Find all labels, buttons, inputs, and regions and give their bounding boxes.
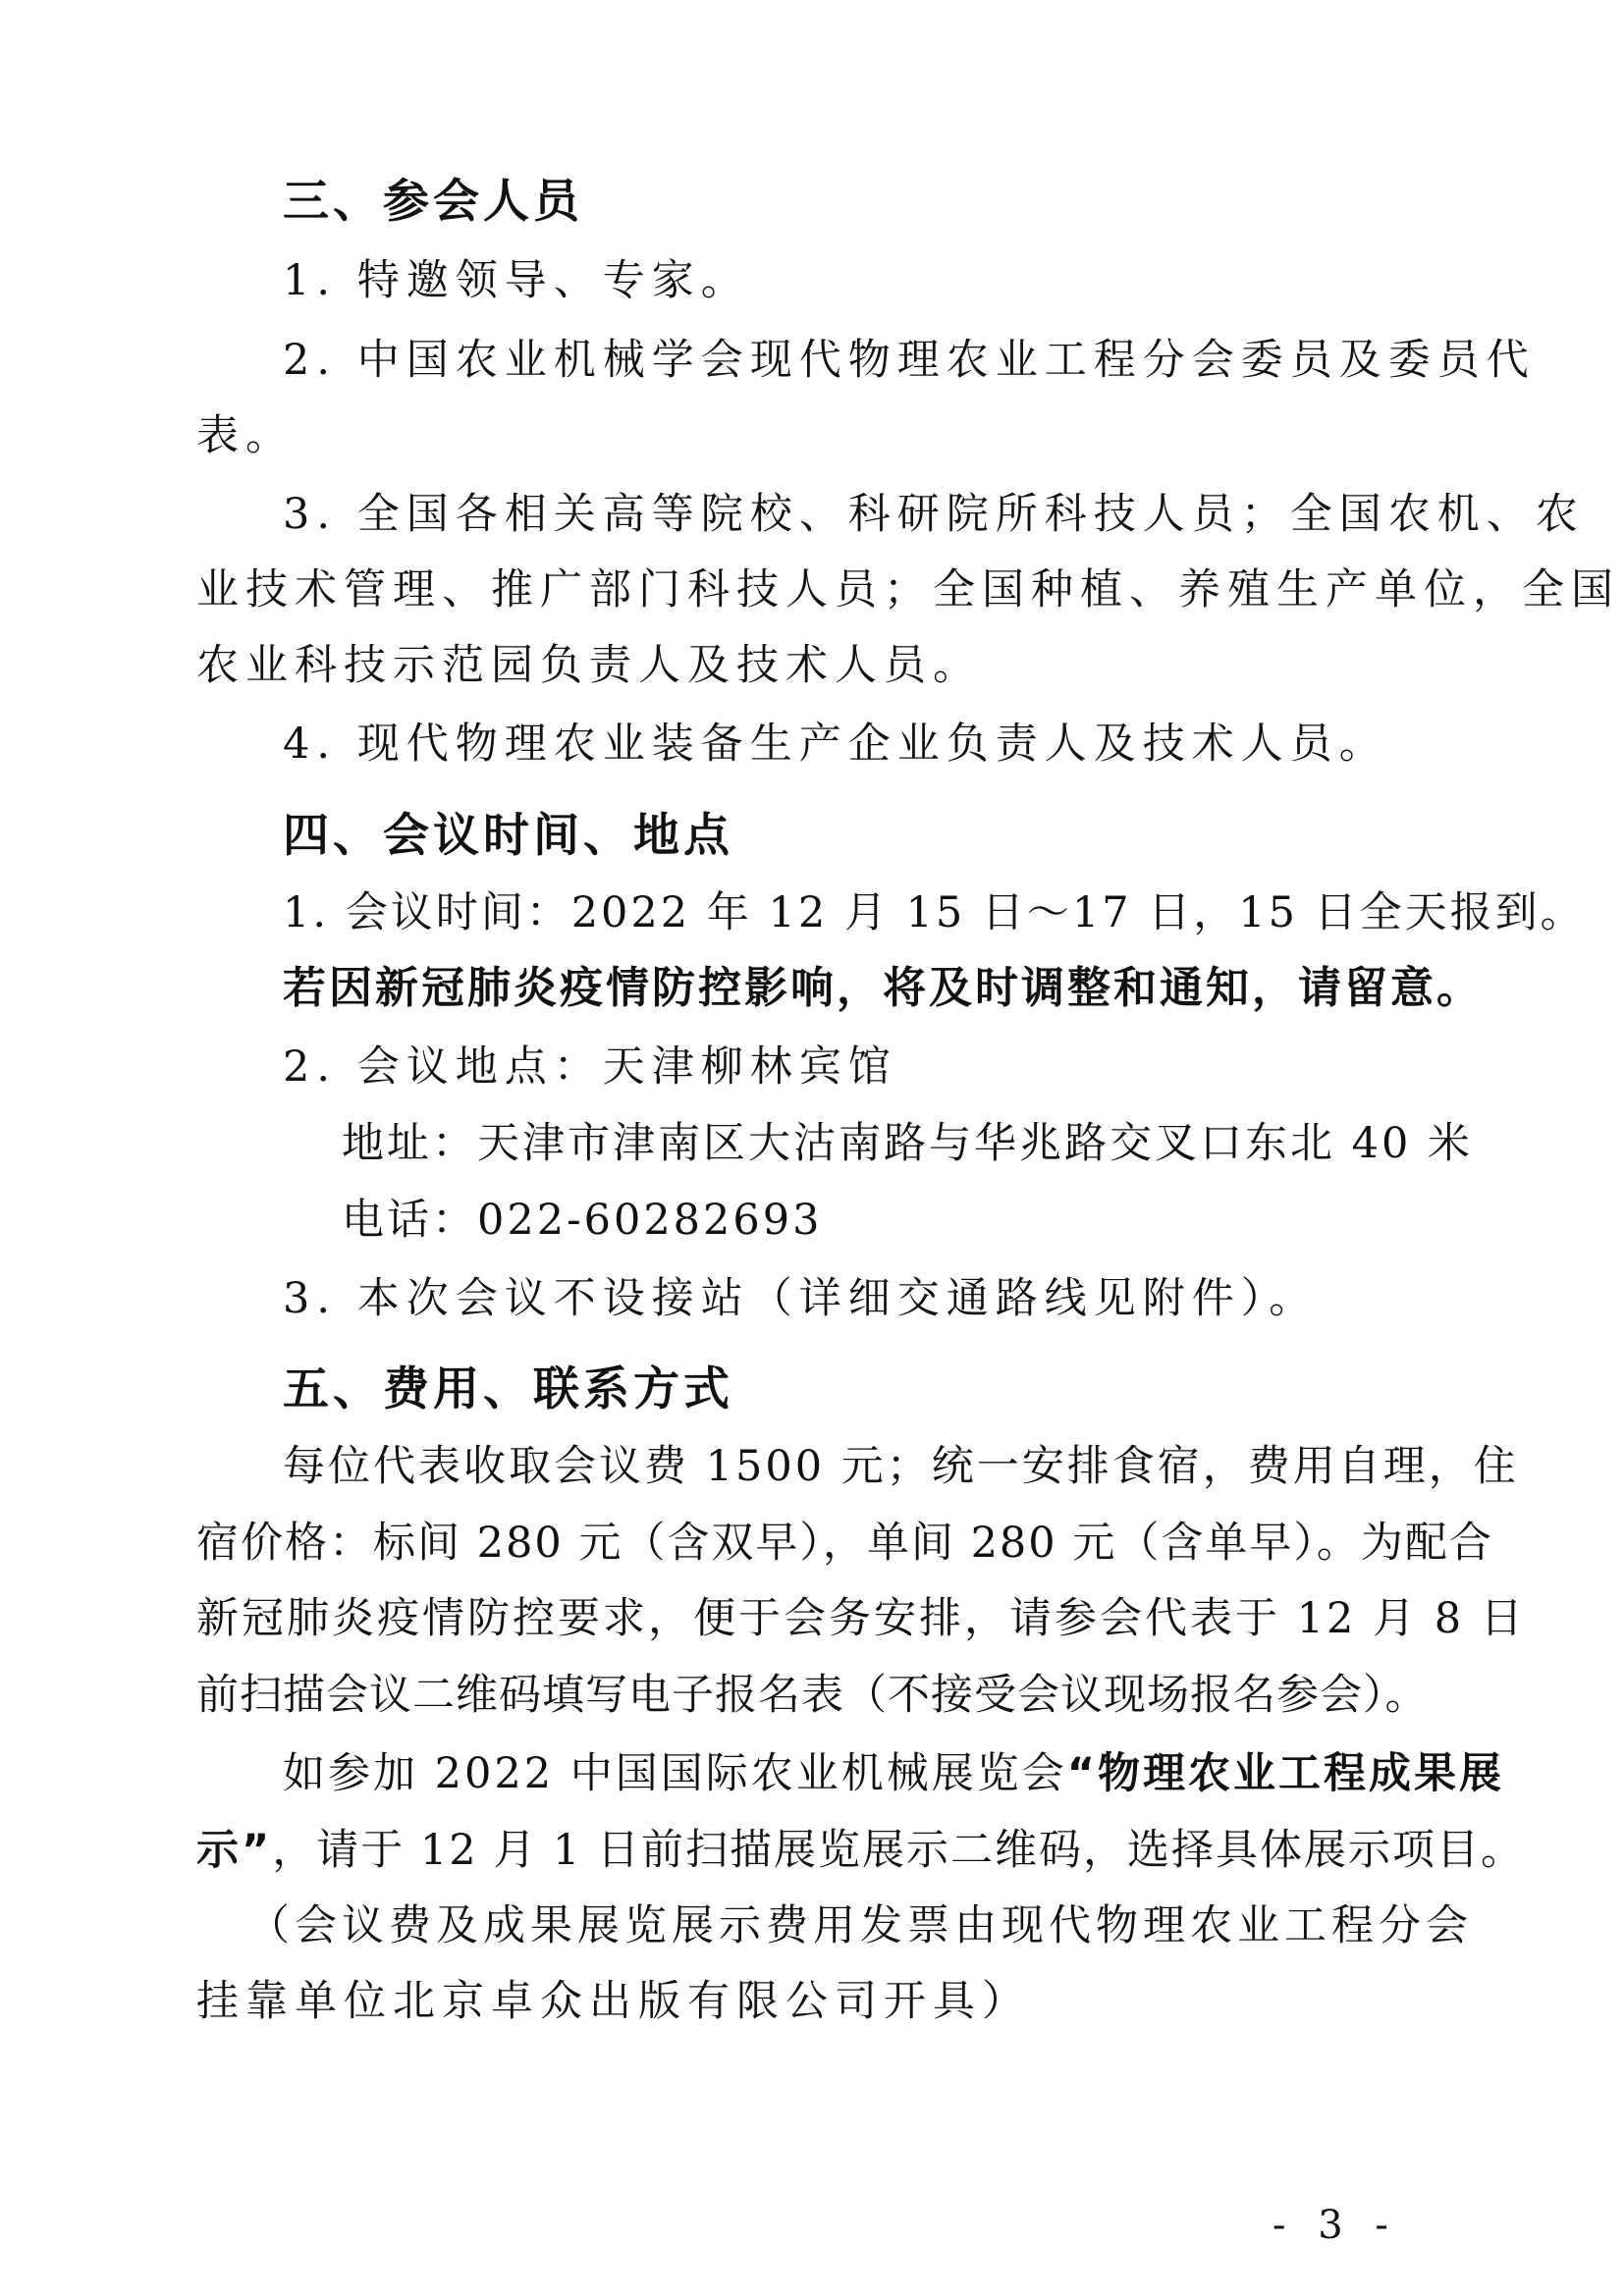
fee-line-4: 前扫描会议二维码填写电子报名表（不接受会议现场报名参会）。 <box>196 1671 1429 1720</box>
section3-item-2: 2. 中国农业机械学会现代物理农业工程分会委员及委员代 <box>283 336 1536 385</box>
venue-address: 地址：天津市津南区大沽南路与华兆路交叉口东北 40 米 <box>342 1119 1474 1168</box>
section3-item-3-cont1: 业技术管理、推广部门科技人员；全国种植、养殖生产单位，全国 <box>196 565 1620 614</box>
fee-line-2: 宿价格：标间 280 元（含双早），单间 280 元（含单早）。为配合 <box>196 1519 1493 1568</box>
section3-heading: 三、参会人员 <box>283 175 583 229</box>
expo-line-1 <box>283 1744 1504 1803</box>
section3-item-2-cont: 表。 <box>196 411 295 460</box>
section3-item-3-cont2: 农业科技示范园负责人及技术人员。 <box>196 641 982 690</box>
venue-phone: 电话：022-60282693 <box>342 1196 823 1245</box>
invoice-line-1: （会议费及成果展览展示费用发票由现代物理农业工程分会 <box>247 1901 1473 1950</box>
section3-item-3: 3. 全国各相关高等院校、科研院所科技人员；全国农机、农 <box>283 490 1585 539</box>
expo-line-1-prefix: 如参加 2022 中国国际农业机械展览会 <box>283 1749 1067 1798</box>
fee-line-1: 每位代表收取会议费 1500 元；统一安排食宿，费用自理，住 <box>283 1442 1519 1491</box>
section5-heading: 五、费用、联系方式 <box>283 1362 733 1416</box>
expo-line-2-rest: ，请于 12 月 1 日前扫描展览展示二维码，选择具体展示项目。 <box>272 1826 1526 1875</box>
section4-heading: 四、会议时间、地点 <box>283 809 733 863</box>
expo-title-part2: 示” <box>196 1826 273 1875</box>
expo-line-2 <box>196 1821 1525 1880</box>
meeting-venue: 2. 会议地点：天津柳林宾馆 <box>283 1042 897 1092</box>
section3-item-1: 1. 特邀领导、专家。 <box>283 256 750 305</box>
expo-title-part1: “物理农业工程成果展 <box>1066 1749 1505 1798</box>
page-number: - 3 - <box>1272 2203 1398 2248</box>
invoice-line-2: 挂靠单位北京卓众出版有限公司开具） <box>196 1977 1031 2026</box>
transport-note: 3. 本次会议不设接站（详细交通路线见附件）。 <box>283 1274 1319 1323</box>
fee-line-3: 新冠肺炎疫情防控要求，便于会务安排，请参会代表于 12 月 8 日 <box>196 1594 1526 1643</box>
meeting-time: 1. 会议时间：2022 年 12 月 15 日～17 日，15 日全天报到。 <box>283 888 1586 937</box>
section3-item-4: 4. 现代物理农业装备生产企业负责人及技术人员。 <box>283 720 1388 769</box>
epidemic-notice: 若因新冠肺炎疫情防控影响，将及时调整和通知，请留意。 <box>283 963 1483 1013</box>
